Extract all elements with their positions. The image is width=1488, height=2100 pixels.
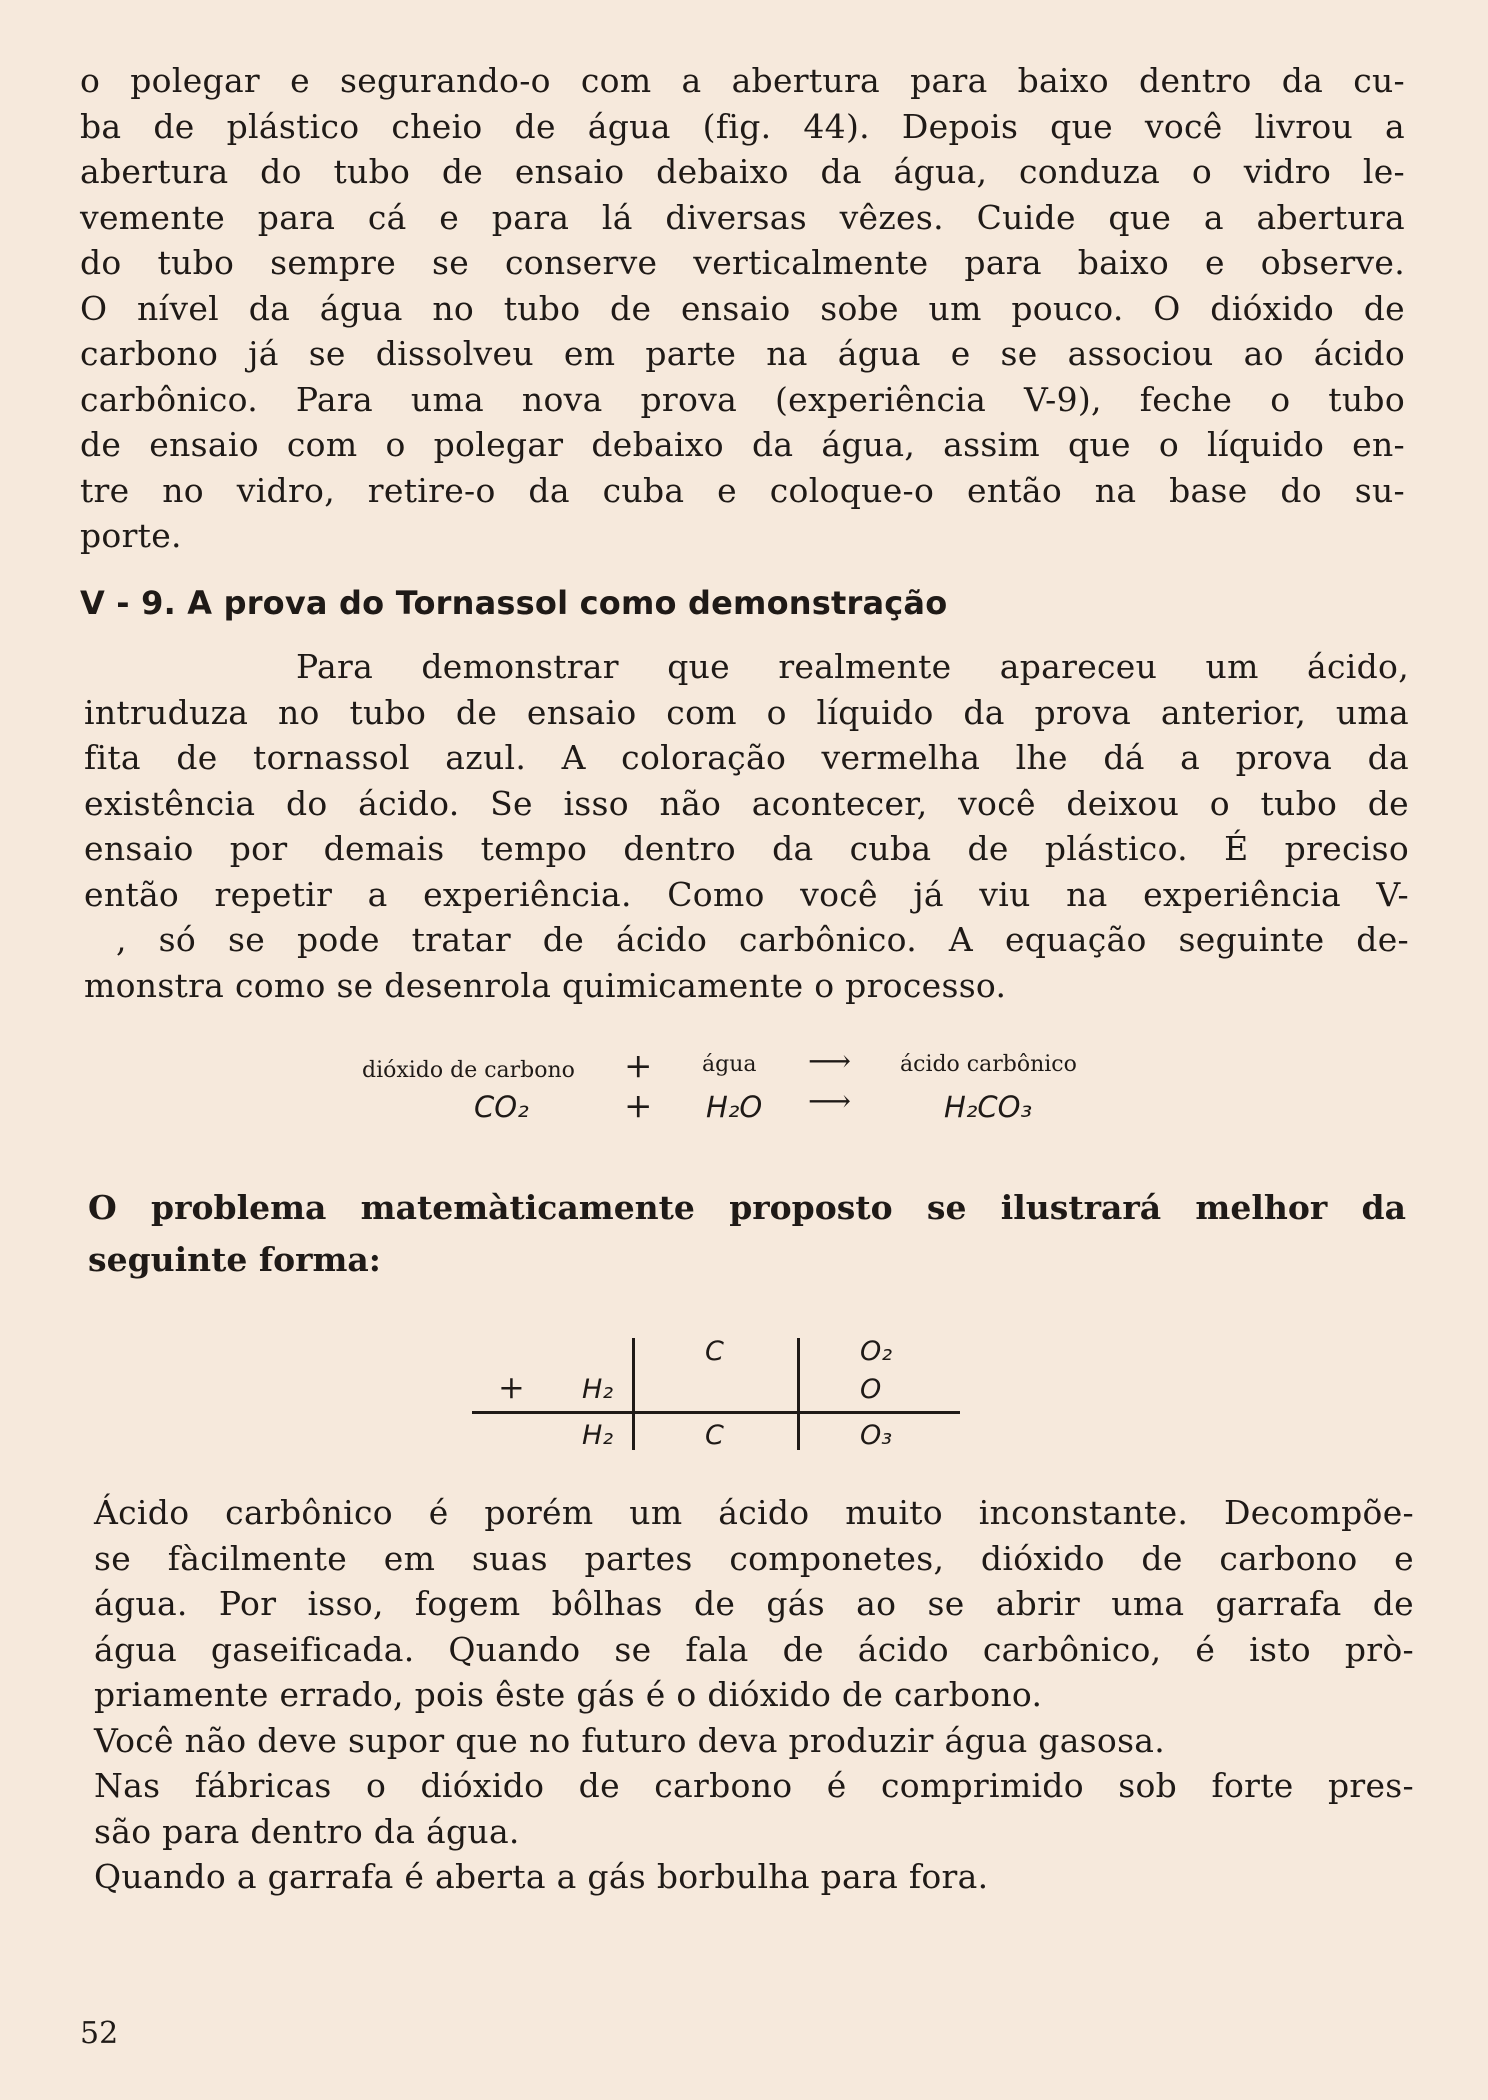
table-cell: C: [705, 1420, 724, 1451]
label-reactant-2: água: [702, 1052, 757, 1077]
text-line: ba de plástico cheio de água (fig. 44). Depois que você livrou a: [80, 106, 1405, 146]
text-line: Para demonstrar que realmente apareceu um ácido,: [296, 647, 1409, 686]
formula-product: H₂CO₃: [944, 1090, 1033, 1124]
text-line: fita de tornassol azul. A coloração vermelha lhe dá a prova da: [84, 738, 1409, 777]
formula-reactant-1: CO₂: [474, 1090, 529, 1124]
text-line: ensaio por demais tempo dentro da cuba de plástico. É preciso: [84, 829, 1409, 868]
text-line: carbono já se dissolveu em parte na água e se associou ao ácido: [80, 334, 1405, 373]
problem-statement: [88, 1182, 1406, 1286]
plus-sign: +: [498, 1368, 525, 1406]
text-line: intruduza no tubo de ensaio com o líquido da prova anterior, uma: [84, 692, 1409, 732]
text-line: abertura do tubo de ensaio debaixo da água, conduza o vidro le-: [80, 152, 1405, 191]
text-line: , só se pode tratar de ácido carbônico. A equação seguinte de-: [116, 920, 1409, 959]
text-line: Nas fábricas o dióxido de carbono é comprimido sob forte pres-: [94, 1766, 1414, 1805]
text-line: água. Por isso, fogem bôlhas de gás ao se abrir uma garrafa de: [94, 1584, 1414, 1623]
formula-reactant-2: H₂O: [706, 1090, 763, 1124]
table-divider-vertical: [797, 1338, 800, 1450]
text-line: então repetir a experiência. Como você já viu na experiência V-: [84, 874, 1409, 914]
plus-sign: +: [624, 1046, 653, 1086]
table-cell: H₂: [582, 1420, 614, 1451]
arrow-icon: ⟶: [808, 1084, 852, 1119]
table-cell: C: [705, 1336, 724, 1367]
text-line: existência do ácido. Se isso não acontecer, você deixou o tubo de: [84, 783, 1409, 823]
text-line: monstra como se desenrola quimicamente o processo.: [84, 965, 1007, 1005]
text-line: Você não deve supor que no futuro deva produzir água gasosa.: [94, 1720, 1166, 1760]
text-line: porte.: [80, 516, 182, 555]
text-line: tre no vidro, retire-o da cuba e coloque-o então na base do su-: [80, 470, 1405, 510]
text-line: Quando a garrafa é aberta a gás borbulha para fora.: [94, 1857, 989, 1896]
paragraph-2: [84, 644, 1409, 1008]
text-line: Ácido carbônico é porém um ácido muito inconstante. Decompõe-: [94, 1493, 1414, 1532]
page-number: 52: [80, 2016, 119, 2051]
text-line: carbônico. Para uma nova prova (experiência V-9), feche o tubo: [80, 379, 1405, 419]
label-reactant-1: dióxido de carbono: [362, 1058, 575, 1083]
text-line: o polegar e segurando-o com a abertura para baixo dentro da cu-: [80, 61, 1405, 100]
table-divider-horizontal: [472, 1411, 960, 1414]
table-divider-vertical: [632, 1338, 635, 1450]
text-line: vemente para cá e para lá diversas vêzes. Cuide que a abertura: [80, 197, 1405, 237]
text-line: do tubo sempre se conserve verticalmente para baixo e observe.: [80, 243, 1405, 282]
text-line: água gaseificada. Quando se fala de ácido carbônico, é isto prò-: [94, 1629, 1414, 1669]
plus-sign: +: [624, 1086, 653, 1126]
paragraph-3: [94, 1490, 1414, 1900]
table-cell: O: [860, 1374, 882, 1405]
table-cell: O₃: [860, 1420, 893, 1451]
text-line: de ensaio com o polegar debaixo da água, assim que o líquido en-: [80, 425, 1405, 464]
table-cell: H₂: [582, 1374, 614, 1405]
text-line: se fàcilmente em suas partes componetes, dióxido de carbono e: [94, 1538, 1414, 1578]
text-line: seguinte forma:: [88, 1240, 381, 1279]
table-cell: O₂: [860, 1336, 893, 1367]
arrow-icon: ⟶: [808, 1044, 852, 1079]
label-product: ácido carbônico: [900, 1052, 1077, 1077]
text-line: priamente errado, pois êste gás é o dióxido de carbono.: [94, 1675, 1043, 1714]
paragraph-1: [80, 58, 1405, 559]
text-line: são para dentro da água.: [94, 1811, 520, 1851]
section-heading: V - 9. A prova do Tornassol como demonstração: [80, 584, 948, 622]
text-line: O problema matemàticamente proposto se ilustrará melhor da: [88, 1188, 1406, 1227]
text-line: O nível da água no tubo de ensaio sobe um pouco. O dióxido de: [80, 288, 1405, 328]
